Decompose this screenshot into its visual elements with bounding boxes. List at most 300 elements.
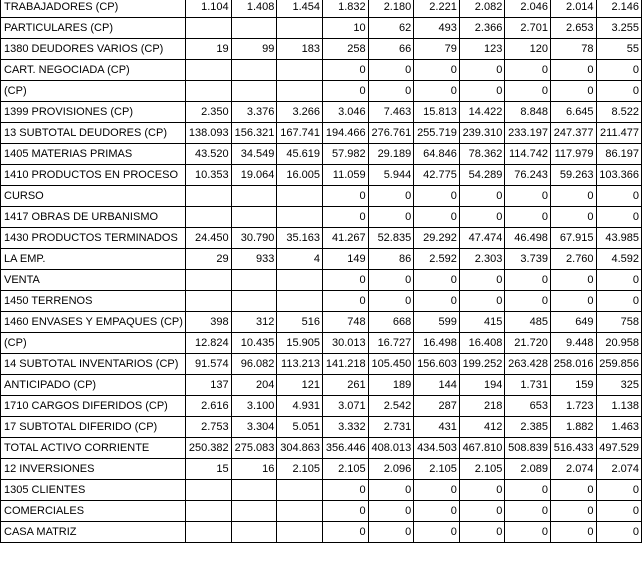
value-cell[interactable]: 2.221 [414,0,460,18]
row-label-cell[interactable]: CART. NEGOCIADA (CP) [1,60,186,81]
value-cell[interactable]: 137 [185,375,231,396]
value-cell[interactable]: 67.915 [550,228,596,249]
value-cell[interactable]: 3.266 [277,102,323,123]
value-cell[interactable] [185,291,231,312]
value-cell[interactable] [185,81,231,102]
value-cell[interactable]: 2.180 [368,0,414,18]
value-cell[interactable]: 183 [277,39,323,60]
table-row [1,417,642,438]
value-cell[interactable]: 467.810 [459,438,505,459]
value-cell[interactable]: 259.856 [596,354,641,375]
value-cell[interactable]: 10.435 [231,333,277,354]
value-cell[interactable]: 2.105 [323,459,369,480]
value-cell[interactable]: 16.408 [459,333,505,354]
value-cell[interactable]: 263.428 [505,354,551,375]
value-cell[interactable]: 99 [231,39,277,60]
value-cell[interactable]: 258 [323,39,369,60]
value-cell[interactable]: 0 [550,501,596,522]
value-cell[interactable]: 258.016 [550,354,596,375]
value-cell[interactable]: 59.263 [550,165,596,186]
value-cell[interactable] [185,207,231,228]
value-cell[interactable]: 748 [323,312,369,333]
value-cell[interactable]: 398 [185,312,231,333]
value-cell[interactable]: 516 [277,312,323,333]
value-cell[interactable]: 2.366 [459,18,505,39]
row-label-cell[interactable]: (CP) [1,81,186,102]
value-cell[interactable] [231,81,277,102]
value-cell[interactable]: 2.753 [185,417,231,438]
value-cell[interactable]: 2.542 [368,396,414,417]
value-cell[interactable]: 516.433 [550,438,596,459]
table-row [1,501,642,522]
value-cell[interactable]: 2.105 [277,459,323,480]
value-cell[interactable]: 14.422 [459,102,505,123]
value-cell[interactable] [231,60,277,81]
value-cell[interactable]: 653 [505,396,551,417]
value-cell[interactable]: 2.096 [368,459,414,480]
value-cell[interactable]: 1.731 [505,375,551,396]
value-cell[interactable]: 0 [550,291,596,312]
table-row [1,291,642,312]
value-cell[interactable]: 21.720 [505,333,551,354]
value-cell[interactable]: 0 [368,522,414,543]
value-cell[interactable]: 4.931 [277,396,323,417]
value-cell[interactable]: 45.619 [277,144,323,165]
value-cell[interactable]: 356.446 [323,438,369,459]
value-cell[interactable] [231,207,277,228]
table-row [1,270,642,291]
value-cell[interactable]: 0 [323,480,369,501]
value-cell[interactable]: 497.529 [596,438,641,459]
value-cell[interactable]: 9.448 [550,333,596,354]
value-cell[interactable]: 3.100 [231,396,277,417]
table-row [1,312,642,333]
value-cell[interactable]: 0 [459,480,505,501]
value-cell[interactable]: 0 [550,480,596,501]
value-cell[interactable]: 43.985 [596,228,641,249]
value-cell[interactable] [277,60,323,81]
value-cell[interactable]: 0 [596,270,641,291]
value-cell[interactable]: 1.882 [550,417,596,438]
value-cell[interactable]: 0 [414,60,460,81]
value-cell[interactable]: 4.592 [596,249,641,270]
value-cell[interactable]: 0 [459,60,505,81]
value-cell[interactable] [231,186,277,207]
row-label-cell[interactable]: VENTA [1,270,186,291]
value-cell[interactable]: 0 [505,186,551,207]
value-cell[interactable]: 2.350 [185,102,231,123]
value-cell[interactable]: 0 [368,60,414,81]
value-cell[interactable]: 54.289 [459,165,505,186]
value-cell[interactable]: 8.848 [505,102,551,123]
value-cell[interactable]: 96.082 [231,354,277,375]
value-cell[interactable]: 933 [231,249,277,270]
value-cell[interactable]: 0 [505,522,551,543]
value-cell[interactable]: 19.064 [231,165,277,186]
value-cell[interactable]: 304.863 [277,438,323,459]
value-cell[interactable]: 0 [368,291,414,312]
value-cell[interactable] [277,18,323,39]
value-cell[interactable]: 6.645 [550,102,596,123]
value-cell[interactable]: 16.727 [368,333,414,354]
value-cell[interactable]: 15 [185,459,231,480]
value-cell[interactable] [185,480,231,501]
value-cell[interactable]: 55 [596,39,641,60]
value-cell[interactable]: 2.385 [505,417,551,438]
value-cell[interactable]: 493 [414,18,460,39]
value-cell[interactable]: 4 [277,249,323,270]
value-cell[interactable]: 79 [414,39,460,60]
value-cell[interactable]: 123 [459,39,505,60]
value-cell[interactable]: 167.741 [277,123,323,144]
value-cell[interactable]: 3.304 [231,417,277,438]
value-cell[interactable]: 19 [185,39,231,60]
value-cell[interactable]: 412 [459,417,505,438]
value-cell[interactable]: 5.944 [368,165,414,186]
value-cell[interactable]: 0 [505,291,551,312]
value-cell[interactable]: 156.603 [414,354,460,375]
value-cell[interactable]: 0 [505,207,551,228]
value-cell[interactable]: 138.093 [185,123,231,144]
value-cell[interactable]: 0 [505,81,551,102]
value-cell[interactable]: 2.089 [505,459,551,480]
row-label-cell[interactable]: CASA MATRIZ [1,522,186,543]
value-cell[interactable]: 16.498 [414,333,460,354]
value-cell[interactable] [185,186,231,207]
row-label-cell[interactable]: 1710 CARGOS DIFERIDOS (CP) [1,396,186,417]
value-cell[interactable]: 0 [368,81,414,102]
value-cell[interactable]: 2.701 [505,18,551,39]
value-cell[interactable]: 10.353 [185,165,231,186]
value-cell[interactable] [231,18,277,39]
value-cell[interactable]: 117.979 [550,144,596,165]
value-cell[interactable]: 2.592 [414,249,460,270]
row-label-cell[interactable]: 1417 OBRAS DE URBANISMO [1,207,186,228]
value-cell[interactable]: 0 [596,60,641,81]
value-cell[interactable]: 0 [550,522,596,543]
value-cell[interactable]: 144 [414,375,460,396]
value-cell[interactable]: 47.474 [459,228,505,249]
value-cell[interactable]: 204 [231,375,277,396]
value-cell[interactable]: 3.255 [596,18,641,39]
value-cell[interactable]: 2.046 [505,0,551,18]
value-cell[interactable]: 141.218 [323,354,369,375]
value-cell[interactable]: 0 [596,522,641,543]
value-cell[interactable]: 2.014 [550,0,596,18]
value-cell[interactable]: 2.074 [550,459,596,480]
row-label-cell[interactable]: 14 SUBTOTAL INVENTARIOS (CP) [1,354,186,375]
value-cell[interactable]: 57.982 [323,144,369,165]
value-cell[interactable]: 86.197 [596,144,641,165]
value-cell[interactable] [185,501,231,522]
value-cell[interactable] [277,501,323,522]
value-cell[interactable]: 7.463 [368,102,414,123]
value-cell[interactable]: 149 [323,249,369,270]
value-cell[interactable]: 2.074 [596,459,641,480]
value-cell[interactable]: 42.775 [414,165,460,186]
value-cell[interactable]: 91.574 [185,354,231,375]
value-cell[interactable] [231,480,277,501]
value-cell[interactable]: 121 [277,375,323,396]
value-cell[interactable]: 156.321 [231,123,277,144]
value-cell[interactable]: 250.382 [185,438,231,459]
value-cell[interactable]: 0 [323,270,369,291]
value-cell[interactable]: 78.362 [459,144,505,165]
row-label-cell[interactable]: 1430 PRODUCTOS TERMINADOS [1,228,186,249]
value-cell[interactable] [277,270,323,291]
value-cell[interactable]: 0 [596,480,641,501]
value-cell[interactable]: 3.376 [231,102,277,123]
value-cell[interactable]: 0 [414,81,460,102]
value-cell[interactable]: 0 [414,207,460,228]
row-label-cell[interactable]: CURSO [1,186,186,207]
value-cell[interactable]: 12.824 [185,333,231,354]
value-cell[interactable] [277,81,323,102]
value-cell[interactable]: 0 [459,207,505,228]
value-cell[interactable]: 0 [505,501,551,522]
value-cell[interactable]: 0 [414,186,460,207]
row-label-cell[interactable]: 13 SUBTOTAL DEUDORES (CP) [1,123,186,144]
value-cell[interactable]: 325 [596,375,641,396]
value-cell[interactable] [231,291,277,312]
value-cell[interactable] [231,501,277,522]
value-cell[interactable] [185,270,231,291]
value-cell[interactable]: 0 [550,81,596,102]
value-cell[interactable]: 276.761 [368,123,414,144]
value-cell[interactable] [277,480,323,501]
value-cell[interactable]: 76.243 [505,165,551,186]
value-cell[interactable]: 434.503 [414,438,460,459]
value-cell[interactable]: 0 [368,501,414,522]
value-cell[interactable] [231,522,277,543]
value-cell[interactable]: 159 [550,375,596,396]
value-cell[interactable]: 1.463 [596,417,641,438]
value-cell[interactable]: 247.377 [550,123,596,144]
value-cell[interactable]: 1.104 [185,0,231,18]
value-cell[interactable]: 34.549 [231,144,277,165]
value-cell[interactable]: 0 [459,501,505,522]
value-cell[interactable]: 43.520 [185,144,231,165]
value-cell[interactable]: 24.450 [185,228,231,249]
row-label-cell[interactable]: TRABAJADORES (CP) [1,0,186,18]
value-cell[interactable]: 86 [368,249,414,270]
table-row [1,0,642,18]
value-cell[interactable]: 0 [368,480,414,501]
value-cell[interactable]: 2.731 [368,417,414,438]
value-cell[interactable]: 1.454 [277,0,323,18]
row-label-cell[interactable]: LA EMP. [1,249,186,270]
value-cell[interactable]: 0 [596,81,641,102]
value-cell[interactable]: 29.189 [368,144,414,165]
value-cell[interactable]: 2.760 [550,249,596,270]
row-label-cell[interactable]: TOTAL ACTIVO CORRIENTE [1,438,186,459]
value-cell[interactable]: 0 [550,60,596,81]
value-cell[interactable]: 10 [323,18,369,39]
value-cell[interactable]: 114.742 [505,144,551,165]
value-cell[interactable] [231,270,277,291]
table-row [1,333,642,354]
value-cell[interactable]: 11.059 [323,165,369,186]
value-cell[interactable]: 485 [505,312,551,333]
table-row [1,165,642,186]
value-cell[interactable] [185,60,231,81]
value-cell[interactable]: 105.450 [368,354,414,375]
value-cell[interactable]: 0 [596,291,641,312]
value-cell[interactable]: 0 [323,207,369,228]
value-cell[interactable]: 415 [459,312,505,333]
value-cell[interactable]: 2.105 [414,459,460,480]
value-cell[interactable]: 0 [459,522,505,543]
value-cell[interactable]: 408.013 [368,438,414,459]
table-row [1,522,642,543]
value-cell[interactable]: 668 [368,312,414,333]
value-cell[interactable]: 2.146 [596,0,641,18]
value-cell[interactable]: 0 [323,291,369,312]
value-cell[interactable]: 3.332 [323,417,369,438]
value-cell[interactable]: 508.839 [505,438,551,459]
value-cell[interactable]: 0 [596,501,641,522]
value-cell[interactable]: 15.905 [277,333,323,354]
value-cell[interactable]: 35.163 [277,228,323,249]
value-cell[interactable]: 0 [414,522,460,543]
value-cell[interactable]: 0 [550,270,596,291]
value-cell[interactable]: 0 [505,270,551,291]
row-label-cell[interactable]: COMERCIALES [1,501,186,522]
value-cell[interactable]: 1.138 [596,396,641,417]
value-cell[interactable] [277,522,323,543]
value-cell[interactable]: 2.653 [550,18,596,39]
value-cell[interactable]: 0 [323,501,369,522]
value-cell[interactable]: 3.739 [505,249,551,270]
value-cell[interactable]: 64.846 [414,144,460,165]
value-cell[interactable]: 0 [323,60,369,81]
value-cell[interactable] [185,522,231,543]
row-label-cell[interactable]: PARTICULARES (CP) [1,18,186,39]
value-cell[interactable]: 3.046 [323,102,369,123]
value-cell[interactable]: 758 [596,312,641,333]
value-cell[interactable]: 5.051 [277,417,323,438]
value-cell[interactable]: 0 [323,522,369,543]
value-cell[interactable]: 194.466 [323,123,369,144]
value-cell[interactable]: 0 [596,186,641,207]
value-cell[interactable]: 0 [459,291,505,312]
value-cell[interactable]: 15.813 [414,102,460,123]
row-label-cell[interactable]: 1399 PROVISIONES (CP) [1,102,186,123]
value-cell[interactable]: 0 [368,186,414,207]
row-label-cell[interactable]: 1460 ENVASES Y EMPAQUES (CP) [1,312,186,333]
value-cell[interactable]: 2.303 [459,249,505,270]
value-cell[interactable]: 52.835 [368,228,414,249]
row-label-cell[interactable]: 1405 MATERIAS PRIMAS [1,144,186,165]
value-cell[interactable]: 62 [368,18,414,39]
value-cell[interactable]: 29 [185,249,231,270]
value-cell[interactable]: 0 [596,207,641,228]
value-cell[interactable]: 0 [414,480,460,501]
value-cell[interactable]: 239.310 [459,123,505,144]
table-row [1,102,642,123]
value-cell[interactable]: 218 [459,396,505,417]
value-cell[interactable]: 29.292 [414,228,460,249]
value-cell[interactable]: 0 [459,186,505,207]
value-cell[interactable]: 0 [459,81,505,102]
value-cell[interactable]: 0 [459,270,505,291]
value-cell[interactable]: 0 [368,270,414,291]
value-cell[interactable]: 0 [414,291,460,312]
value-cell[interactable]: 0 [368,207,414,228]
table-row [1,60,642,81]
value-cell[interactable]: 16.005 [277,165,323,186]
value-cell[interactable]: 211.477 [596,123,641,144]
row-label-cell[interactable]: 1305 CLIENTES [1,480,186,501]
value-cell[interactable]: 0 [550,207,596,228]
value-cell[interactable] [277,186,323,207]
value-cell[interactable]: 1.832 [323,0,369,18]
value-cell[interactable]: 287 [414,396,460,417]
value-cell[interactable]: 649 [550,312,596,333]
row-label-cell[interactable]: ANTICIPADO (CP) [1,375,186,396]
row-label-cell[interactable]: 1450 TERRENOS [1,291,186,312]
value-cell[interactable]: 0 [323,81,369,102]
row-label-cell[interactable]: 1410 PRODUCTOS EN PROCESO [1,165,186,186]
value-cell[interactable]: 2.105 [459,459,505,480]
value-cell[interactable]: 78 [550,39,596,60]
value-cell[interactable]: 255.719 [414,123,460,144]
value-cell[interactable]: 0 [323,186,369,207]
value-cell[interactable]: 0 [550,186,596,207]
value-cell[interactable]: 2.082 [459,0,505,18]
value-cell[interactable]: 0 [414,501,460,522]
row-label-cell[interactable]: (CP) [1,333,186,354]
value-cell[interactable] [185,18,231,39]
table-row [1,375,642,396]
value-cell[interactable]: 41.267 [323,228,369,249]
value-cell[interactable] [277,207,323,228]
value-cell[interactable]: 2.616 [185,396,231,417]
value-cell[interactable]: 189 [368,375,414,396]
value-cell[interactable]: 113.213 [277,354,323,375]
value-cell[interactable]: 599 [414,312,460,333]
value-cell[interactable]: 1.723 [550,396,596,417]
value-cell[interactable]: 66 [368,39,414,60]
table-body [1,0,642,543]
value-cell[interactable]: 46.498 [505,228,551,249]
value-cell[interactable]: 120 [505,39,551,60]
value-cell[interactable]: 0 [414,270,460,291]
value-cell[interactable]: 431 [414,417,460,438]
value-cell[interactable]: 261 [323,375,369,396]
row-label-cell[interactable]: 17 SUBTOTAL DIFERIDO (CP) [1,417,186,438]
value-cell[interactable]: 312 [231,312,277,333]
value-cell[interactable]: 1.408 [231,0,277,18]
row-label-cell[interactable]: 1380 DEUDORES VARIOS (CP) [1,39,186,60]
value-cell[interactable]: 0 [505,480,551,501]
value-cell[interactable]: 199.252 [459,354,505,375]
value-cell[interactable] [277,291,323,312]
value-cell[interactable]: 194 [459,375,505,396]
value-cell[interactable]: 30.013 [323,333,369,354]
value-cell[interactable]: 3.071 [323,396,369,417]
value-cell[interactable]: 0 [505,60,551,81]
value-cell[interactable]: 103.366 [596,165,641,186]
value-cell[interactable]: 233.197 [505,123,551,144]
value-cell[interactable]: 30.790 [231,228,277,249]
table-row [1,123,642,144]
value-cell[interactable]: 16 [231,459,277,480]
value-cell[interactable]: 8.522 [596,102,641,123]
value-cell[interactable]: 275.083 [231,438,277,459]
row-label-cell[interactable]: 12 INVERSIONES [1,459,186,480]
value-cell[interactable]: 20.958 [596,333,641,354]
